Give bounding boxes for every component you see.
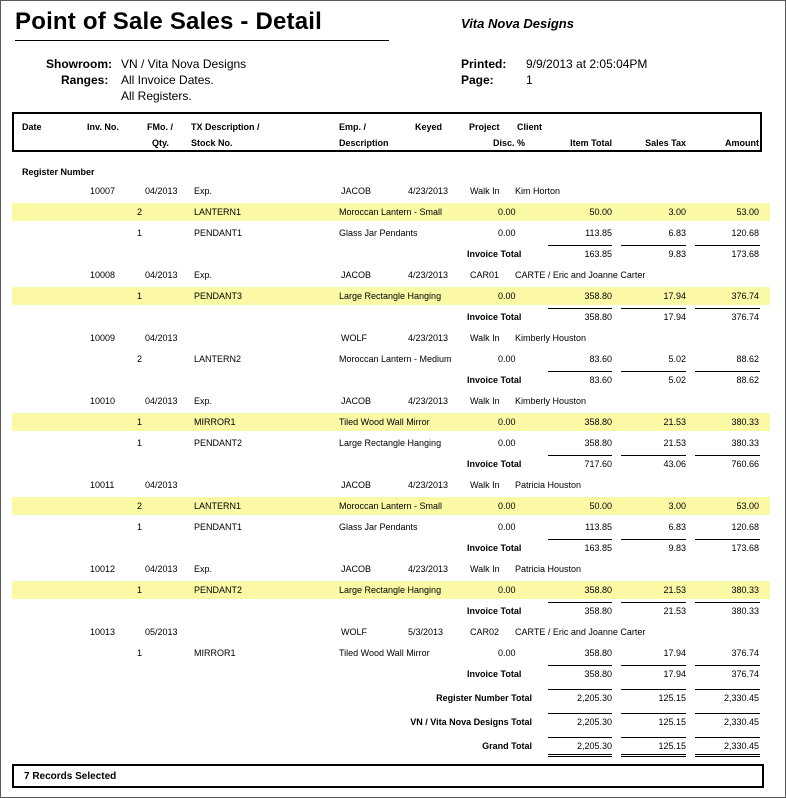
line-amount: 120.68 bbox=[731, 522, 759, 532]
column-header-box bbox=[12, 112, 762, 152]
invoice-employee: JACOB bbox=[341, 396, 372, 406]
summary-rule-tax bbox=[621, 689, 686, 690]
invoice-total-rule-amount bbox=[695, 371, 760, 372]
col-client: Client bbox=[517, 122, 543, 132]
line-sales-tax: 17.94 bbox=[663, 291, 686, 301]
invoice-project: Walk In bbox=[470, 564, 500, 574]
summary-item-total: 2,205.30 bbox=[576, 693, 612, 703]
col-stock-no: Stock No. bbox=[191, 138, 233, 148]
line-discount: 0.00 bbox=[498, 648, 516, 658]
invoice-total-rule-amount bbox=[695, 602, 760, 603]
line-amount: 380.33 bbox=[731, 585, 759, 595]
col-item-total: Item Total bbox=[570, 138, 612, 148]
line-item-total: 358.80 bbox=[584, 417, 612, 427]
invoice-total-amount: 380.33 bbox=[731, 606, 759, 616]
invoice-client: CARTE / Eric and Joanne Carter bbox=[515, 627, 646, 637]
line-item-total: 50.00 bbox=[589, 207, 612, 217]
title-underline bbox=[15, 40, 389, 41]
line-discount: 0.00 bbox=[498, 417, 516, 427]
records-selected: 7 Records Selected bbox=[24, 771, 117, 782]
line-description: Tiled Wood Wall Mirror bbox=[339, 417, 430, 427]
page-label: Page: bbox=[461, 73, 494, 87]
summary-total-label: VN / Vita Nova Designs Total bbox=[410, 717, 532, 727]
line-qty: 1 bbox=[137, 585, 143, 595]
invoice-keyed-date: 4/23/2013 bbox=[408, 396, 449, 406]
summary-rule-item bbox=[548, 689, 612, 690]
summary-total-label: Grand Total bbox=[482, 741, 532, 751]
invoice-tx: Exp. bbox=[194, 186, 213, 196]
invoice-total-item-total: 358.80 bbox=[584, 606, 612, 616]
summary-sales-tax: 125.15 bbox=[658, 693, 686, 703]
invoice-total-item-total: 358.80 bbox=[584, 669, 612, 679]
line-discount: 0.00 bbox=[498, 354, 516, 364]
invoice-client: Patricia Houston bbox=[515, 480, 582, 490]
invoice-tx: Exp. bbox=[194, 270, 213, 280]
line-stock-no: MIRROR1 bbox=[194, 648, 236, 658]
invoice-number: 10008 bbox=[90, 270, 116, 280]
invoice-total-sales-tax: 9.83 bbox=[668, 249, 686, 259]
grand-total-double-rule-item bbox=[548, 756, 612, 757]
line-discount: 0.00 bbox=[498, 228, 516, 238]
invoice-total-rule-tax bbox=[621, 665, 686, 666]
summary-rule-item bbox=[548, 713, 612, 714]
invoice-tx: Exp. bbox=[194, 396, 213, 406]
invoice-number: 10012 bbox=[90, 564, 116, 574]
invoice-fmo: 04/2013 bbox=[145, 564, 178, 574]
line-item-total: 50.00 bbox=[589, 501, 612, 511]
col-keyed: Keyed bbox=[415, 122, 443, 132]
invoice-total-rule-amount bbox=[695, 665, 760, 666]
invoice-fmo: 04/2013 bbox=[145, 480, 178, 490]
invoice-client: Kim Horton bbox=[515, 186, 561, 196]
invoice-total-rule-item bbox=[548, 665, 612, 666]
invoice-employee: WOLF bbox=[341, 627, 367, 637]
invoice-total-rule-tax bbox=[621, 602, 686, 603]
line-sales-tax: 21.53 bbox=[663, 585, 686, 595]
line-item-total: 113.85 bbox=[585, 522, 612, 532]
line-discount: 0.00 bbox=[498, 501, 516, 511]
line-qty: 2 bbox=[137, 207, 143, 217]
summary-rule-tax bbox=[621, 737, 686, 738]
grand-total-double-rule-tax bbox=[621, 754, 686, 755]
invoice-keyed-date: 4/23/2013 bbox=[408, 480, 449, 490]
line-amount: 53.00 bbox=[736, 501, 759, 511]
invoice-employee: WOLF bbox=[341, 333, 367, 343]
invoice-total-rule-tax bbox=[621, 455, 686, 456]
showroom-label: Showroom: bbox=[46, 57, 112, 71]
invoice-keyed-date: 4/23/2013 bbox=[408, 186, 449, 196]
line-item-total: 113.85 bbox=[585, 228, 612, 238]
line-item-total: 358.80 bbox=[584, 438, 612, 448]
summary-item-total: 2,205.30 bbox=[576, 717, 612, 727]
invoice-keyed-date: 4/23/2013 bbox=[408, 270, 449, 280]
invoice-total-rule-item bbox=[548, 308, 612, 309]
line-amount: 380.33 bbox=[731, 417, 759, 427]
summary-amount: 2,330.45 bbox=[723, 717, 759, 727]
invoice-keyed-date: 4/23/2013 bbox=[408, 333, 449, 343]
invoice-total-item-total: 163.85 bbox=[584, 249, 612, 259]
invoice-client: Kimberly Houston bbox=[515, 396, 587, 406]
invoice-total-rule-item bbox=[548, 602, 612, 603]
invoice-total-rule-amount bbox=[695, 539, 760, 540]
invoice-total-amount: 376.74 bbox=[731, 312, 759, 322]
invoice-total-rule-item bbox=[548, 539, 612, 540]
line-description: Moroccan Lantern - Small bbox=[339, 501, 443, 511]
line-stock-no: LANTERN1 bbox=[194, 501, 242, 511]
line-qty: 2 bbox=[137, 501, 143, 511]
invoice-total-rule-item bbox=[548, 245, 612, 246]
summary-rule-amount bbox=[695, 737, 760, 738]
col-tx-description: TX Description / bbox=[191, 122, 260, 132]
invoice-tx: Exp. bbox=[194, 564, 213, 574]
page-value: 1 bbox=[526, 73, 533, 87]
invoice-total-label: Invoice Total bbox=[467, 249, 522, 259]
company-name: Vita Nova Designs bbox=[461, 16, 574, 31]
line-amount: 376.74 bbox=[731, 291, 759, 301]
line-description: Glass Jar Pendants bbox=[339, 228, 418, 238]
range-registers: All Registers. bbox=[121, 89, 192, 103]
range-dates: All Invoice Dates. bbox=[121, 73, 214, 87]
line-stock-no: PENDANT3 bbox=[194, 291, 243, 301]
line-amount: 88.62 bbox=[736, 354, 759, 364]
line-discount: 0.00 bbox=[498, 438, 516, 448]
col-amount: Amount bbox=[725, 138, 759, 148]
line-stock-no: PENDANT1 bbox=[194, 522, 243, 532]
line-description: Moroccan Lantern - Small bbox=[339, 207, 443, 217]
invoice-total-label: Invoice Total bbox=[467, 459, 522, 469]
invoice-client: Kimberly Houston bbox=[515, 333, 587, 343]
col-fmo: FMo. / bbox=[147, 122, 173, 132]
invoice-total-rule-tax bbox=[621, 539, 686, 540]
invoice-total-amount: 88.62 bbox=[736, 375, 759, 385]
line-stock-no: PENDANT1 bbox=[194, 228, 243, 238]
invoice-total-rule-item bbox=[548, 371, 612, 372]
invoice-fmo: 04/2013 bbox=[145, 333, 178, 343]
summary-amount: 2,330.45 bbox=[723, 741, 759, 751]
line-discount: 0.00 bbox=[498, 585, 516, 595]
col-date: Date bbox=[22, 122, 42, 132]
col-inv-no: Inv. No. bbox=[87, 122, 119, 132]
invoice-total-amount: 173.68 bbox=[731, 249, 759, 259]
line-description: Glass Jar Pendants bbox=[339, 522, 418, 532]
invoice-fmo: 05/2013 bbox=[145, 627, 178, 637]
invoice-total-sales-tax: 21.53 bbox=[663, 606, 686, 616]
line-description: Large Rectangle Hanging bbox=[339, 585, 442, 595]
invoice-total-rule-tax bbox=[621, 371, 686, 372]
line-discount: 0.00 bbox=[498, 207, 516, 217]
invoice-number: 10013 bbox=[90, 627, 116, 637]
invoice-fmo: 04/2013 bbox=[145, 270, 178, 280]
line-item-total: 358.80 bbox=[584, 585, 612, 595]
summary-rule-item bbox=[548, 737, 612, 738]
invoice-project: CAR02 bbox=[470, 627, 500, 637]
line-amount: 120.68 bbox=[731, 228, 759, 238]
line-amount: 380.33 bbox=[731, 438, 759, 448]
line-sales-tax: 3.00 bbox=[668, 207, 686, 217]
footer-box bbox=[12, 764, 764, 788]
summary-sales-tax: 125.15 bbox=[658, 741, 686, 751]
invoice-total-rule-tax bbox=[621, 308, 686, 309]
invoice-total-amount: 760.66 bbox=[731, 459, 759, 469]
line-description: Large Rectangle Hanging bbox=[339, 291, 442, 301]
printed-value: 9/9/2013 at 2:05:04PM bbox=[526, 57, 648, 71]
invoice-employee: JACOB bbox=[341, 564, 372, 574]
invoice-total-rule-amount bbox=[695, 455, 760, 456]
col-disc: Disc. % bbox=[492, 138, 525, 148]
grand-total-double-rule-amount bbox=[695, 754, 760, 755]
grand-total-double-rule-item bbox=[548, 754, 612, 755]
col-sales-tax: Sales Tax bbox=[645, 138, 686, 148]
line-description: Moroccan Lantern - Medium bbox=[339, 354, 452, 364]
invoice-total-item-total: 358.80 bbox=[584, 312, 612, 322]
summary-sales-tax: 125.15 bbox=[658, 717, 686, 727]
invoice-total-amount: 376.74 bbox=[731, 669, 759, 679]
invoice-total-item-total: 717.60 bbox=[584, 459, 612, 469]
col-project: Project bbox=[469, 122, 500, 132]
invoice-total-sales-tax: 17.94 bbox=[663, 669, 686, 679]
invoice-client: CARTE / Eric and Joanne Carter bbox=[515, 270, 646, 280]
invoice-employee: JACOB bbox=[341, 270, 372, 280]
invoice-keyed-date: 4/23/2013 bbox=[408, 564, 449, 574]
line-item-total: 358.80 bbox=[584, 291, 612, 301]
summary-rule-amount bbox=[695, 713, 760, 714]
line-qty: 1 bbox=[137, 648, 143, 658]
line-description: Large Rectangle Hanging bbox=[339, 438, 442, 448]
invoice-total-label: Invoice Total bbox=[467, 606, 522, 616]
showroom-value: VN / Vita Nova Designs bbox=[121, 57, 247, 71]
invoice-total-sales-tax: 9.83 bbox=[668, 543, 686, 553]
line-stock-no: LANTERN2 bbox=[194, 354, 242, 364]
invoice-total-label: Invoice Total bbox=[467, 669, 522, 679]
section-register-number: Register Number bbox=[22, 167, 95, 177]
summary-rule-tax bbox=[621, 713, 686, 714]
invoice-project: Walk In bbox=[470, 186, 500, 196]
invoice-project: CAR01 bbox=[470, 270, 500, 280]
line-amount: 53.00 bbox=[736, 207, 759, 217]
invoice-total-rule-amount bbox=[695, 308, 760, 309]
line-sales-tax: 3.00 bbox=[668, 501, 686, 511]
invoice-total-sales-tax: 5.02 bbox=[668, 375, 686, 385]
line-qty: 1 bbox=[137, 228, 143, 238]
invoice-total-sales-tax: 43.06 bbox=[663, 459, 686, 469]
ranges-label: Ranges: bbox=[61, 73, 109, 87]
line-qty: 1 bbox=[137, 291, 143, 301]
invoice-fmo: 04/2013 bbox=[145, 396, 178, 406]
printed-label: Printed: bbox=[461, 57, 507, 71]
invoice-number: 10009 bbox=[90, 333, 116, 343]
invoice-total-rule-item bbox=[548, 455, 612, 456]
line-qty: 1 bbox=[137, 417, 143, 427]
invoice-project: Walk In bbox=[470, 396, 500, 406]
line-discount: 0.00 bbox=[498, 291, 516, 301]
line-item-total: 83.60 bbox=[589, 354, 612, 364]
invoice-client: Patricia Houston bbox=[515, 564, 582, 574]
line-item-total: 358.80 bbox=[584, 648, 612, 658]
summary-amount: 2,330.45 bbox=[723, 693, 759, 703]
invoice-fmo: 04/2013 bbox=[145, 186, 178, 196]
line-sales-tax: 6.83 bbox=[668, 522, 686, 532]
line-sales-tax: 17.94 bbox=[663, 648, 686, 658]
line-qty: 2 bbox=[137, 354, 143, 364]
line-amount: 376.74 bbox=[731, 648, 759, 658]
invoice-total-label: Invoice Total bbox=[467, 543, 522, 553]
invoice-total-rule-tax bbox=[621, 245, 686, 246]
invoice-total-item-total: 163.85 bbox=[584, 543, 612, 553]
invoice-total-sales-tax: 17.94 bbox=[663, 312, 686, 322]
grand-total-double-rule-amount bbox=[695, 756, 760, 757]
line-stock-no: MIRROR1 bbox=[194, 417, 236, 427]
summary-total-label: Register Number Total bbox=[436, 693, 532, 703]
line-sales-tax: 5.02 bbox=[668, 354, 686, 364]
invoice-total-label: Invoice Total bbox=[467, 375, 522, 385]
invoice-number: 10010 bbox=[90, 396, 116, 406]
line-stock-no: LANTERN1 bbox=[194, 207, 242, 217]
line-discount: 0.00 bbox=[498, 522, 516, 532]
line-sales-tax: 6.83 bbox=[668, 228, 686, 238]
summary-rule-amount bbox=[695, 689, 760, 690]
line-description: Tiled Wood Wall Mirror bbox=[339, 648, 430, 658]
invoice-total-rule-amount bbox=[695, 245, 760, 246]
invoice-employee: JACOB bbox=[341, 186, 372, 196]
report-title: Point of Sale Sales - Detail bbox=[15, 8, 323, 35]
invoice-number: 10011 bbox=[90, 480, 115, 490]
line-stock-no: PENDANT2 bbox=[194, 585, 243, 595]
invoice-total-item-total: 83.60 bbox=[589, 375, 612, 385]
invoice-employee: JACOB bbox=[341, 480, 372, 490]
invoice-keyed-date: 5/3/2013 bbox=[408, 627, 444, 637]
line-sales-tax: 21.53 bbox=[663, 438, 686, 448]
invoice-total-amount: 173.68 bbox=[731, 543, 759, 553]
grand-total-double-rule-tax bbox=[621, 756, 686, 757]
line-qty: 1 bbox=[137, 438, 143, 448]
invoice-number: 10007 bbox=[90, 186, 116, 196]
line-sales-tax: 21.53 bbox=[663, 417, 686, 427]
line-stock-no: PENDANT2 bbox=[194, 438, 243, 448]
col-description: Description bbox=[339, 138, 389, 148]
col-emp: Emp. / bbox=[339, 122, 367, 132]
invoice-project: Walk In bbox=[470, 480, 500, 490]
invoice-project: Walk In bbox=[470, 333, 500, 343]
summary-item-total: 2,205.30 bbox=[576, 741, 612, 751]
invoice-total-label: Invoice Total bbox=[467, 312, 522, 322]
col-qty: Qty. bbox=[152, 138, 169, 148]
line-qty: 1 bbox=[137, 522, 143, 532]
